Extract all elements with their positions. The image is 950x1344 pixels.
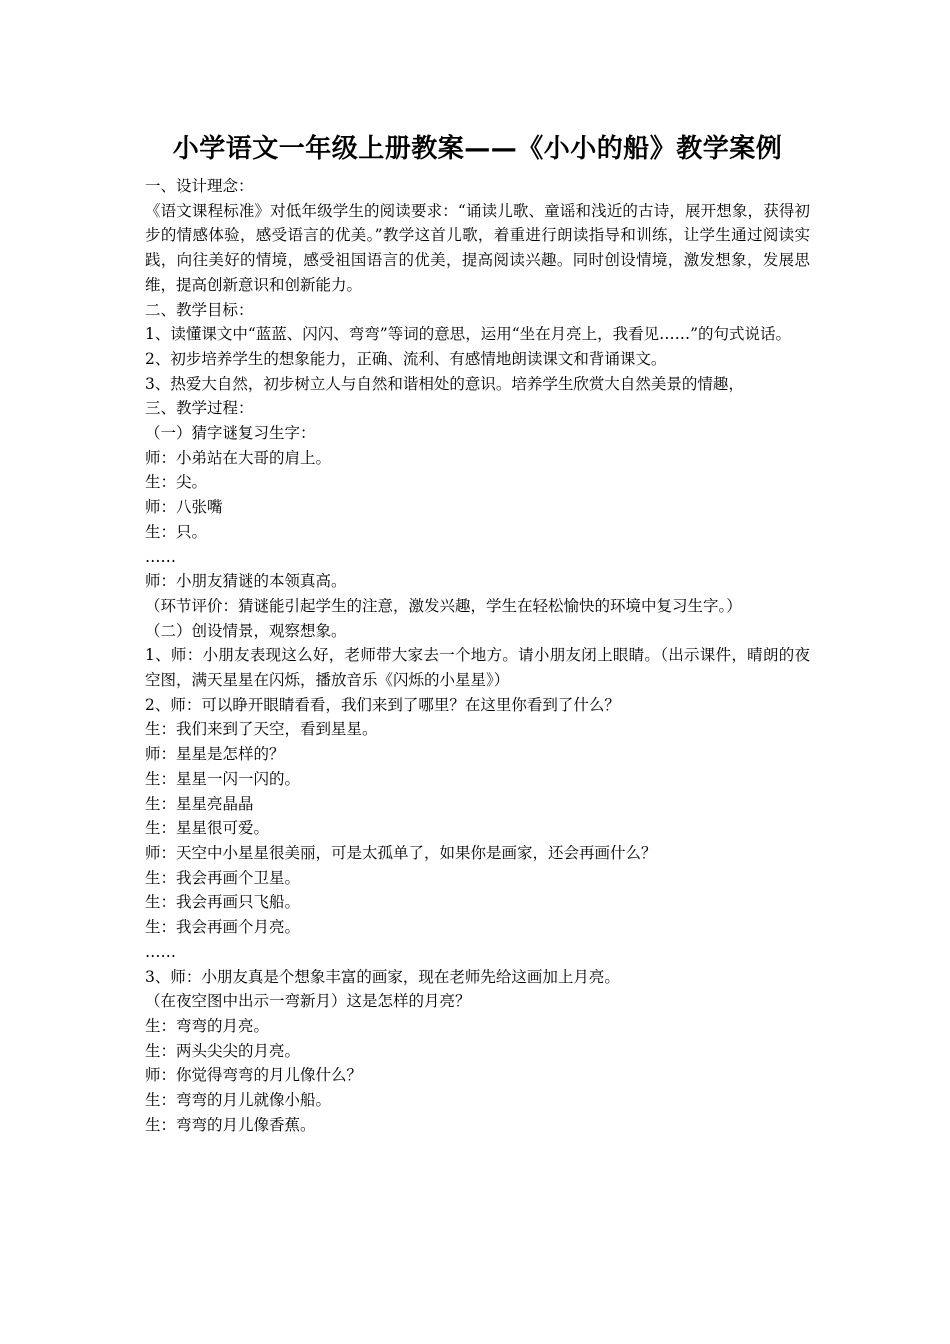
paragraph: 师：星星是怎样的？ <box>145 745 285 764</box>
paragraph: 生：星星亮晶晶 <box>145 794 254 813</box>
paragraph: 生：尖。 <box>145 473 208 492</box>
paragraph: 1、师：小朋友表现这么好，老师带大家去一个地方。请小朋友闭上眼睛。（出示课件，晴朗的夜空图，满天星星在闪烁，播放音乐《闪烁的小星星》） <box>145 646 810 690</box>
paragraph: 生：弯弯的月儿像香蕉。 <box>145 1115 316 1134</box>
paragraph: （二）创设情景，观察想象。 <box>145 621 347 640</box>
paragraph: 师：天空中小星星很美丽，可是太孤单了，如果你是画家，还会再画什么？ <box>145 843 657 862</box>
paragraph: （一）猜字谜复习生字： <box>145 424 316 443</box>
paragraph: 《语文课程标准》对低年级学生的阅读要求：“诵读儿歌、童谣和浅近的古诗，展开想象，获得初步的情感体验，感受语言的优美。”教学这首儿歌，着重进行朗读指导和训练，让学生通过阅读实践，向往美好的情境，感受祖国语言的优美，提高阅读兴趣。同时创设情境，激发想象，发展思维，提高创新意识和创新能力。 <box>145 201 810 294</box>
paragraph: 生：弯弯的月儿就像小船。 <box>145 1091 332 1110</box>
paragraph: 生：星星一闪一闪的。 <box>145 769 301 788</box>
paragraph: 生：我会再画个卫星。 <box>145 868 301 887</box>
paragraph: 师：八张嘴 <box>145 498 223 517</box>
paragraph: 一、设计理念： <box>145 177 254 195</box>
paragraph: 3、师：小朋友真是个想象丰富的画家，现在老师先给这画加上月亮。 <box>145 967 620 986</box>
paragraph: 生：我会再画个月亮。 <box>145 918 301 937</box>
paragraph: 3、热爱大自然，初步树立人与自然和谐相处的意识。培养学生欣赏大自然美景的情趣， <box>145 374 744 393</box>
paragraph: 生：星星很可爱。 <box>145 819 270 838</box>
paragraph: 师：你觉得弯弯的月儿像什么？ <box>145 1066 363 1085</box>
paragraph: （环节评价：猜谜能引起学生的注意，激发兴趣，学生在轻松愉快的环境中复习生字。） <box>145 596 742 615</box>
paragraph: 师：小弟站在大哥的肩上。 <box>145 448 332 467</box>
paragraph: 生：我们来到了天空，看到星星。 <box>145 720 378 739</box>
paragraph: 师：小朋友猜谜的本领真高。 <box>145 572 347 591</box>
document-body <box>145 174 810 1137</box>
paragraph: …… <box>145 942 176 961</box>
paragraph: 生：只。 <box>145 522 208 541</box>
paragraph: （在夜空图中出示一弯新月）这是怎样的月亮？ <box>145 992 471 1011</box>
paragraph: 2、初步培养学生的想象能力，正确、流利、有感情地朗读课文和背诵课文。 <box>145 349 667 368</box>
document-page <box>145 130 810 1137</box>
paragraph: 三、教学过程： <box>145 399 254 418</box>
document-title: 小学语文一年级上册教案——《小小的船》教学案例 <box>172 134 783 164</box>
paragraph: 生：我会再画只飞船。 <box>145 893 301 912</box>
paragraph: 生：弯弯的月亮。 <box>145 1016 270 1035</box>
paragraph: 生：两头尖尖的月亮。 <box>145 1041 301 1060</box>
paragraph: 1、读懂课文中“蓝蓝、闪闪、弯弯”等词的意思，运用“坐在月亮上，我看见……”的句式说话。 <box>145 325 792 344</box>
paragraph: 二、教学目标： <box>145 300 254 319</box>
paragraph: …… <box>145 547 176 566</box>
paragraph: 2、师：可以睁开眼睛看看，我们来到了哪里？在这里你看到了什么？ <box>145 695 620 714</box>
